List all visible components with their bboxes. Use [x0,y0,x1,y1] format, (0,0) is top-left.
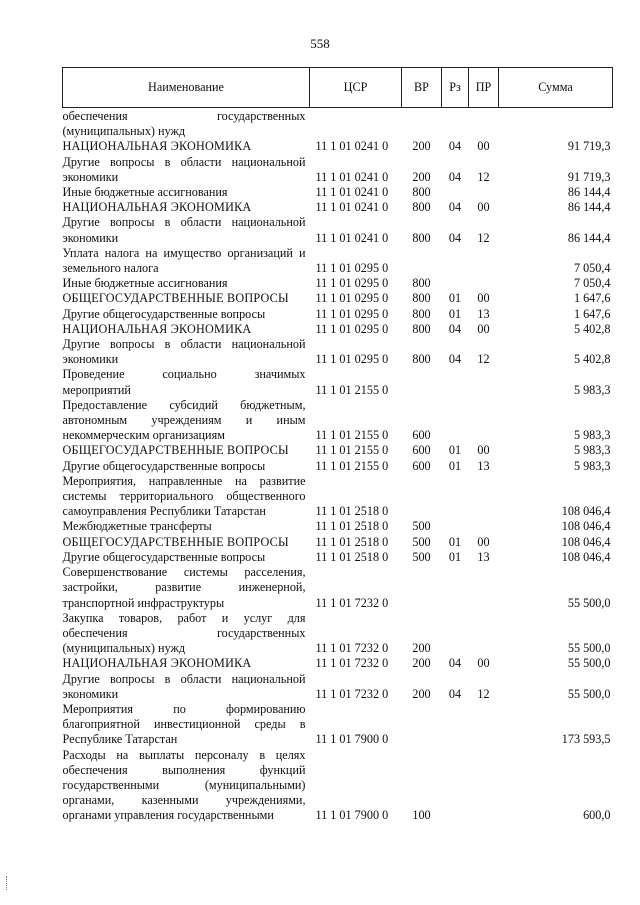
cell-rz: 04 [448,200,462,215]
cell-rz [442,398,469,444]
header-rz: Рз [442,68,469,108]
cell-vr: 600 [412,458,431,473]
cell-csr [310,108,402,140]
cell-vr [402,474,442,520]
cell-sum: 86 144,4 [567,230,611,245]
cell-csr: 11 1 01 0295 0 [315,261,389,276]
cell-name: НАЦИОНАЛЬНАЯ ЭКОНОМИКА [62,200,252,215]
cell-csr: 11 1 01 0241 0 [315,230,389,245]
cell-pr [469,367,499,397]
cell-pr: 13 [477,306,490,321]
header-vr: ВР [402,68,442,108]
cell-rz [442,474,469,520]
cell-sum: 108 046,4 [561,549,611,564]
cell-vr [402,108,442,140]
table-row [63,565,613,611]
table-row [63,307,613,322]
cell-rz [442,367,469,397]
cell-csr: 11 1 01 2155 0 [315,382,389,397]
cell-csr: 11 1 01 7232 0 [315,686,389,701]
table-row [63,443,613,458]
cell-sum: 108 046,4 [561,519,611,534]
cell-rz: 04 [448,352,462,367]
table-row [63,748,613,824]
table-row [63,611,613,657]
cell-csr: 11 1 01 7900 0 [315,808,389,823]
cell-csr: 11 1 01 0295 0 [315,352,389,367]
cell-sum: 1 647,6 [573,306,611,321]
cell-csr: 11 1 01 0295 0 [315,306,389,321]
cell-name: Уплата налога на имущество организаций и земельного налога [62,245,306,276]
cell-sum: 5 983,3 [573,458,611,473]
cell-name: ОБЩЕГОСУДАРСТВЕННЫЕ ВОПРОСЫ [62,534,289,549]
cell-rz [442,108,469,140]
cell-rz [442,702,469,748]
cell-name: Расходы на выплаты персоналу в целях обеспечения выполнения функций государственными (муниципальными) органами, казенными учреждениями, органами управления государственными [62,747,306,823]
table-body [63,108,613,824]
cell-pr: 12 [477,686,490,701]
cell-vr: 800 [412,291,431,306]
cell-pr: 13 [477,549,490,564]
header-sum: Сумма [499,68,613,108]
cell-csr: 11 1 01 2155 0 [315,458,389,473]
budget-table [62,67,613,824]
cell-csr: 11 1 01 2518 0 [315,534,389,549]
table-row [63,322,613,337]
cell-pr [469,702,499,748]
cell-rz: 01 [448,534,462,549]
cell-vr: 500 [412,534,431,549]
cell-name: ОБЩЕГОСУДАРСТВЕННЫЕ ВОПРОСЫ [62,291,289,306]
cell-rz: 04 [448,686,462,701]
cell-csr: 11 1 01 0241 0 [315,169,389,184]
cell-sum: 5 983,3 [573,428,611,443]
cell-vr: 800 [412,276,431,291]
table-row [63,246,613,276]
cell-pr [469,246,499,276]
cell-csr: 11 1 01 0241 0 [315,139,389,154]
cell-rz: 01 [448,549,462,564]
cell-name: НАЦИОНАЛЬНАЯ ЭКОНОМИКА [62,656,252,671]
budget-table-container [62,67,612,824]
table-row [63,672,613,702]
cell-pr [469,398,499,444]
cell-rz [442,276,469,291]
cell-name: обеспечения государственных (муниципальных) нужд [62,109,306,139]
cell-rz: 04 [448,321,462,336]
header-name: Наименование [63,68,310,108]
cell-name: Другие вопросы в области национальной экономики [62,337,306,367]
cell-csr: 11 1 01 7900 0 [315,732,389,747]
cell-vr: 500 [412,519,431,534]
cell-pr [469,519,499,534]
cell-vr [402,565,442,611]
cell-rz: 04 [448,230,462,245]
table-row [63,291,613,306]
table-row [63,185,613,200]
cell-vr: 800 [412,185,431,200]
cell-name: Мероприятия, направленные на развитие системы территориального общественного самоуправления Республики Татарстан [62,473,306,519]
table-row [63,519,613,534]
cell-name: Другие вопросы в области национальной экономики [62,154,306,184]
cell-pr: 12 [477,169,490,184]
cell-rz: 04 [448,169,462,184]
cell-rz [442,748,469,824]
cell-name: Иные бюджетные ассигнования [62,276,228,291]
table-row [63,535,613,550]
table-row [63,200,613,215]
cell-vr: 600 [412,443,431,458]
cell-sum: 91 719,3 [567,139,611,154]
cell-rz [442,185,469,200]
margin-mark [6,876,9,890]
cell-csr: 11 1 01 2518 0 [315,549,389,564]
cell-vr: 200 [412,686,431,701]
cell-name: Другие вопросы в области национальной экономики [62,671,306,701]
cell-sum: 1 647,6 [573,291,611,306]
cell-vr: 200 [412,169,431,184]
cell-vr: 200 [412,656,431,671]
table-row [63,702,613,748]
cell-name: Совершенствование системы расселения, застройки, развитие инженерной, транспортной инфраструктуры [62,565,306,610]
cell-name: Межбюджетные трансферты [62,519,212,534]
table-header [63,68,613,108]
cell-vr: 100 [412,808,431,823]
cell-vr: 800 [412,321,431,336]
cell-pr [469,611,499,657]
cell-vr: 800 [412,352,431,367]
cell-rz [442,611,469,657]
cell-pr [469,748,499,824]
cell-name: Предоставление субсидий бюджетным, автономным учреждениям и иным некоммерческим организациям [62,397,306,443]
cell-pr [469,108,499,140]
cell-rz: 01 [448,443,462,458]
cell-pr: 00 [477,656,490,671]
table-row [63,215,613,245]
table-row [63,398,613,444]
header-csr: ЦСР [310,68,402,108]
header-pr: ПР [469,68,499,108]
cell-sum: 55 500,0 [567,595,611,610]
cell-name: Другие общегосударственные вопросы [62,306,266,321]
cell-rz: 04 [448,139,462,154]
cell-name: ОБЩЕГОСУДАРСТВЕННЫЕ ВОПРОСЫ [62,443,289,458]
cell-sum: 108 046,4 [561,504,611,519]
cell-csr: 11 1 01 0295 0 [315,276,389,291]
cell-vr: 500 [412,549,431,564]
cell-sum: 7 050,4 [573,261,611,276]
cell-pr: 00 [477,534,490,549]
cell-vr [402,702,442,748]
cell-pr: 12 [477,230,490,245]
cell-sum: 86 144,4 [567,200,611,215]
cell-pr: 00 [477,321,490,336]
cell-name: Другие вопросы в области национальной экономики [62,215,306,245]
table-row [63,337,613,367]
cell-csr: 11 1 01 0295 0 [315,291,389,306]
cell-vr: 800 [412,306,431,321]
cell-name: Закупка товаров, работ и услуг для обеспечения государственных (муниципальных) нужд [62,610,306,656]
cell-sum: 5 983,3 [573,382,611,397]
cell-csr: 11 1 01 7232 0 [315,656,389,671]
cell-pr: 13 [477,458,490,473]
cell-sum: 173 593,5 [561,732,611,747]
cell-sum [499,108,613,140]
table-row [63,139,613,154]
cell-name: Иные бюджетные ассигнования [62,185,228,200]
cell-sum: 5 983,3 [573,443,611,458]
cell-sum: 7 050,4 [573,276,611,291]
cell-csr: 11 1 01 0241 0 [315,185,389,200]
cell-csr: 11 1 01 2155 0 [315,443,389,458]
table-row [63,656,613,671]
cell-name: Проведение социально значимых мероприятий [62,367,306,397]
cell-pr: 00 [477,200,490,215]
cell-csr: 11 1 01 2518 0 [315,519,389,534]
cell-name: Другие общегосударственные вопросы [62,549,266,564]
cell-pr: 12 [477,352,490,367]
cell-name: Другие общегосударственные вопросы [62,458,266,473]
cell-sum: 86 144,4 [567,185,611,200]
cell-rz: 01 [448,306,462,321]
table-row [63,155,613,185]
cell-pr [469,185,499,200]
cell-vr: 200 [412,139,431,154]
cell-vr [402,246,442,276]
cell-csr: 11 1 01 7232 0 [315,641,389,656]
cell-csr: 11 1 01 7232 0 [315,595,389,610]
cell-csr: 11 1 01 2518 0 [315,504,389,519]
cell-sum: 5 402,8 [573,321,611,336]
cell-pr: 00 [477,139,490,154]
cell-sum: 91 719,3 [567,169,611,184]
cell-sum: 108 046,4 [561,534,611,549]
cell-vr: 800 [412,200,431,215]
cell-sum: 600,0 [583,808,611,823]
cell-rz [442,246,469,276]
cell-rz [442,565,469,611]
table-row [63,550,613,565]
table-row [63,367,613,397]
table-row [63,108,613,140]
cell-name: НАЦИОНАЛЬНАЯ ЭКОНОМИКА [62,321,252,336]
cell-pr [469,276,499,291]
cell-vr: 200 [412,641,431,656]
table-row [63,276,613,291]
cell-pr [469,565,499,611]
cell-vr: 800 [412,230,431,245]
cell-vr: 600 [412,428,431,443]
cell-rz: 04 [448,656,462,671]
table-row [63,474,613,520]
cell-sum: 55 500,0 [567,656,611,671]
cell-pr: 00 [477,443,490,458]
cell-rz: 01 [448,291,462,306]
cell-name: НАЦИОНАЛЬНАЯ ЭКОНОМИКА [62,139,252,154]
cell-sum: 55 500,0 [567,641,611,656]
cell-csr: 11 1 01 0241 0 [315,200,389,215]
cell-rz: 01 [448,458,462,473]
cell-sum: 55 500,0 [567,686,611,701]
cell-name: Мероприятия по формированию благоприятной инвестиционной среды в Республике Татарстан [62,701,306,747]
page-number: 558 [310,36,330,51]
cell-pr [469,474,499,520]
table-row [63,459,613,474]
cell-sum: 5 402,8 [573,352,611,367]
cell-pr: 00 [477,291,490,306]
cell-vr [402,367,442,397]
cell-rz [442,519,469,534]
cell-csr: 11 1 01 0295 0 [315,321,389,336]
cell-csr: 11 1 01 2155 0 [315,428,389,443]
